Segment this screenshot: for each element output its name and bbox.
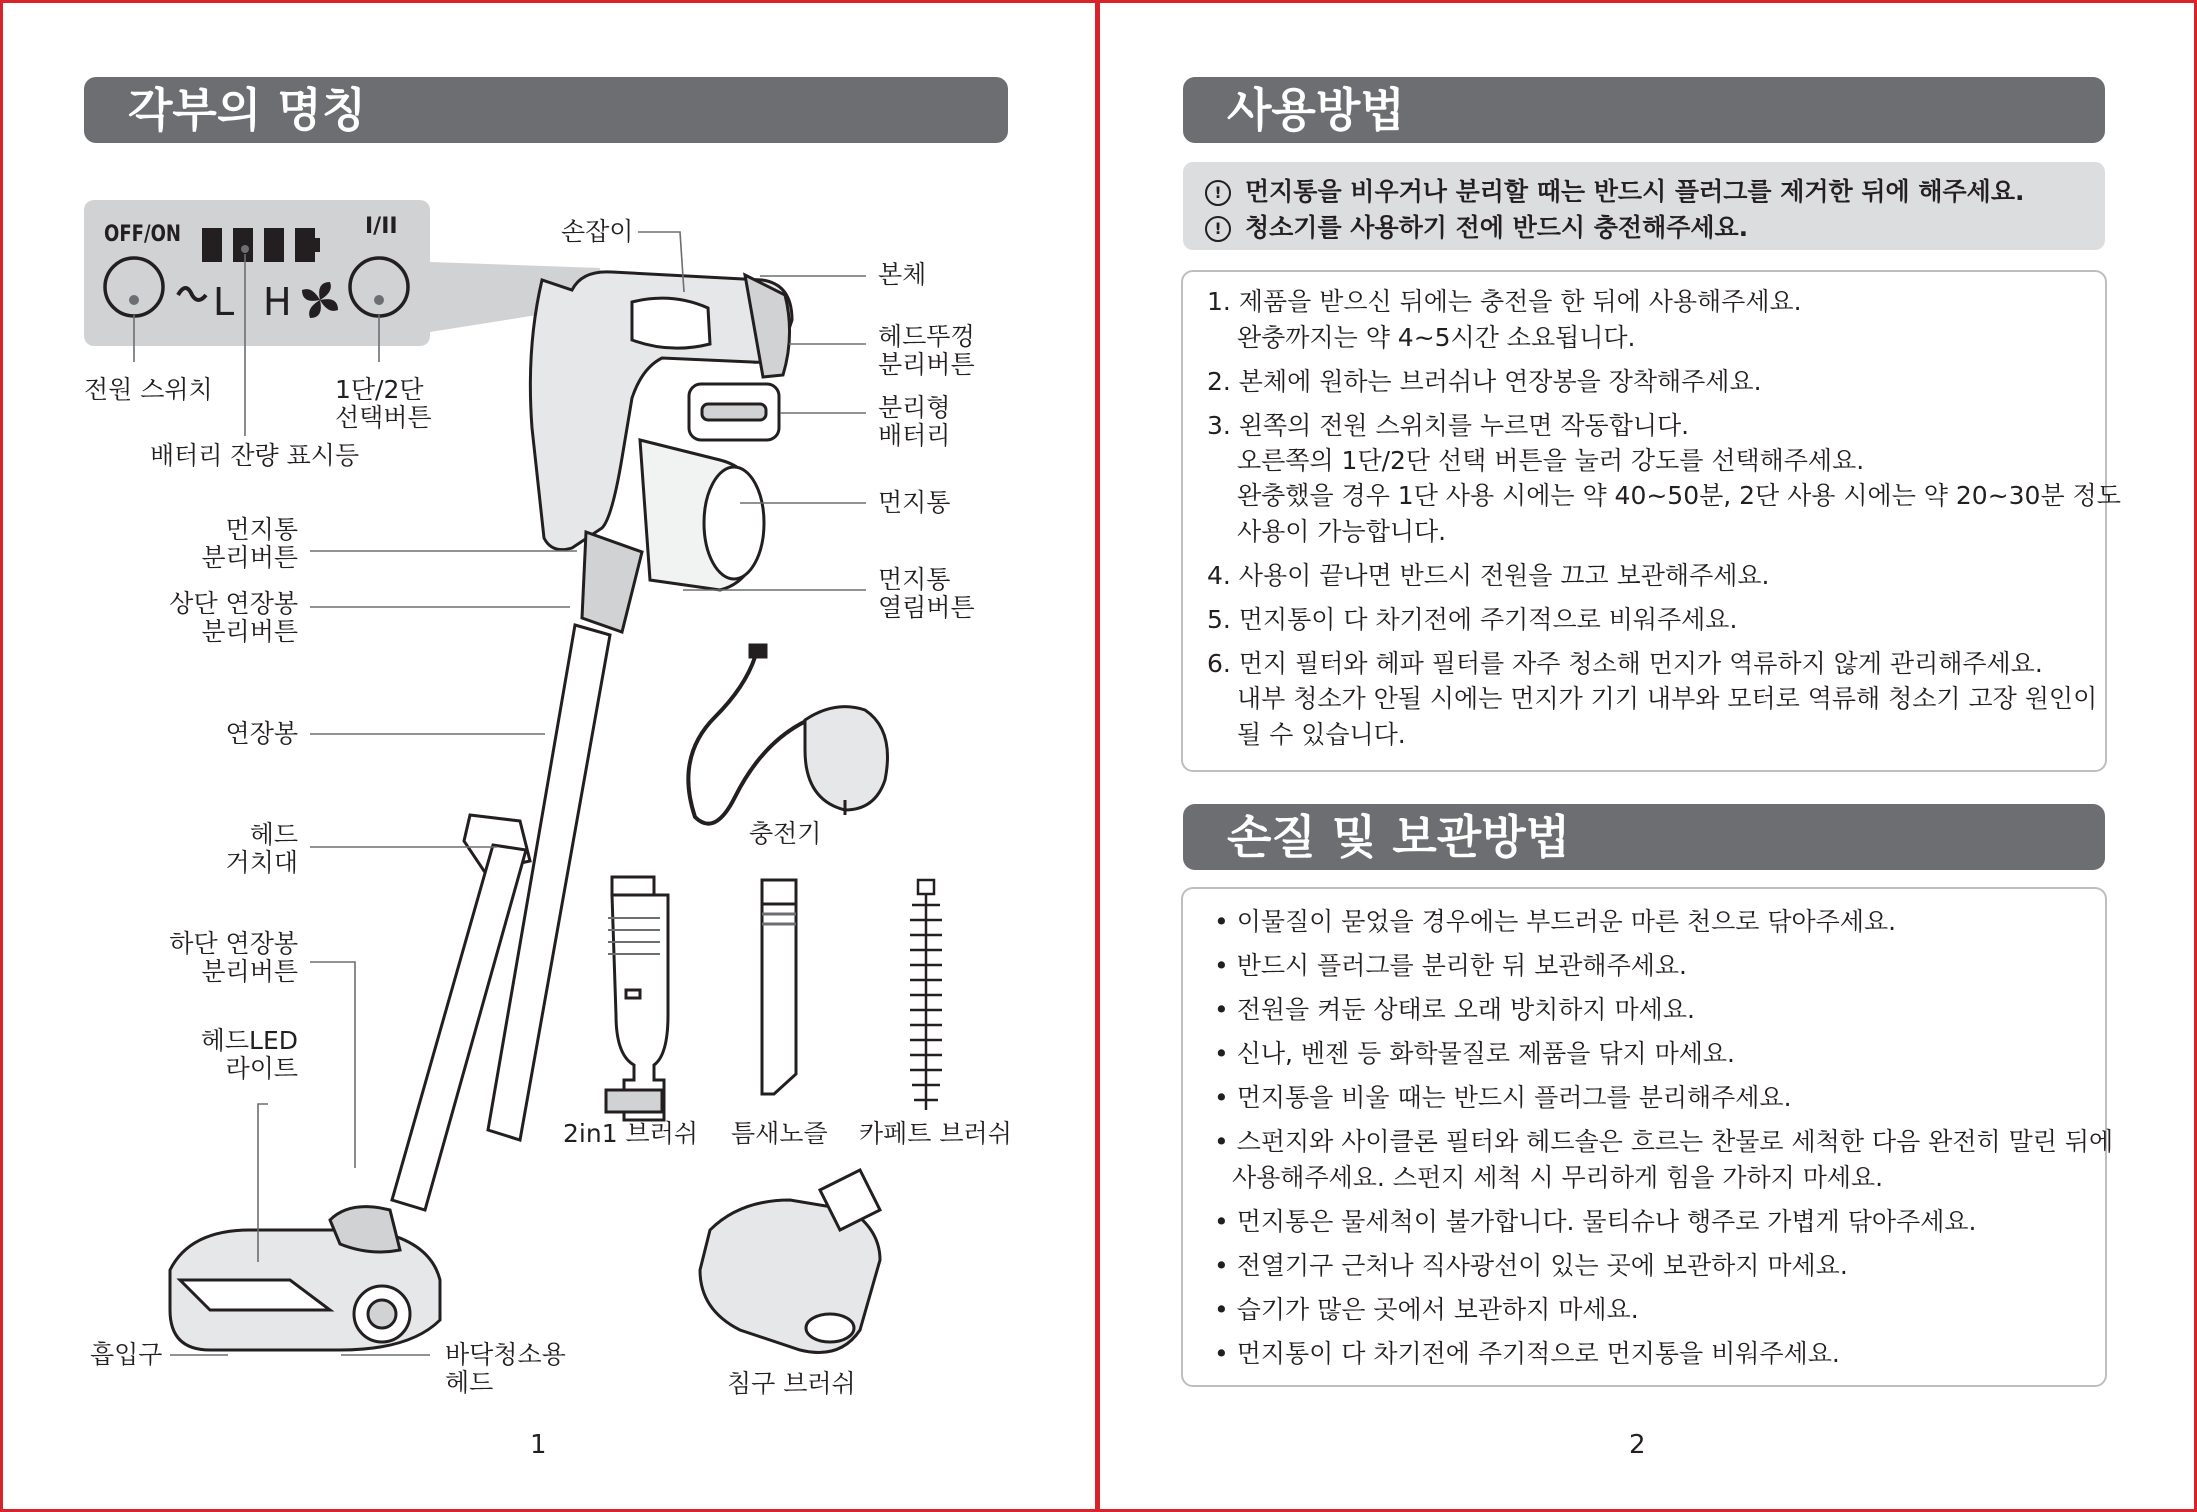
warning-line-1 [1205,172,2024,208]
label-bedding: 침구 브러쉬 [727,1369,856,1398]
care-item-6-line-1: • 스펀지와 사이클론 필터와 헤드솔은 흐르는 찬물로 세척한 다음 완전히 말린 뒤에 [1214,1127,2114,1156]
step-3-line-4: 사용이 가능합니다. [1237,517,1447,546]
step-6-line-3: 될 수 있습니다. [1237,720,1406,749]
care-item-8: • 전열기구 근처나 직사광선이 있는 곳에 보관하지 마세요. [1214,1251,1848,1280]
step-3-line-1: 3. 왼쪽의 전원 스위치를 누르면 작동합니다. [1207,411,1690,440]
label-battery-indicator: 배터리 잔량 표시등 [150,441,360,470]
power-button-icon [105,258,163,316]
label-upper-pipe-2: 분리버튼 [201,617,298,646]
label-stage-1: 1단/2단 [335,375,424,404]
label-upper-pipe-1: 상단 연장봉 [169,589,298,618]
label-lower-pipe-1: 하단 연장봉 [169,929,298,958]
panel-off-on-label: OFF/ON [104,222,182,247]
label-battery-1: 분리형 [878,393,951,422]
label-floor-head-2: 헤드 [445,1368,494,1397]
label-stage-2: 선택버튼 [335,403,432,432]
care-item-4: • 신나, 벤젠 등 화학물질로 제품을 닦지 마세요. [1214,1039,1735,1068]
warning-line-2 [1205,208,1748,244]
battery-icon [202,228,320,262]
brush-2in1-illustration [606,877,668,1120]
label-lower-pipe-2: 분리버튼 [201,957,298,986]
label-crevice: 틈새노즐 [731,1119,828,1148]
care-item-7: • 먼지통은 물세척이 불가합니다. 물티슈나 행주로 가볍게 닦아주세요. [1214,1207,1977,1236]
label-carpet: 카페트 브러쉬 [859,1119,1012,1148]
exclamation-icon: ! [1205,180,1231,206]
warning-text-1: 먼지통을 비우거나 분리할 때는 반드시 플러그를 제거한 뒤에 해주세요. [1245,177,2025,206]
carpet-brush-illustration [910,880,942,1110]
charger-illustration [688,645,887,824]
step-6-line-2: 내부 청소가 안될 시에는 먼지가 기기 내부와 모터로 역류해 청소기 고장 원인이 [1237,684,2098,713]
label-charger: 충전기 [749,819,822,848]
label-bin: 먼지통 [878,488,951,517]
label-bin-open-2: 열림버튼 [878,593,975,622]
care-item-10: • 먼지통이 다 차기전에 주기적으로 먼지통을 비워주세요. [1214,1339,1840,1368]
page-number-left: 1 [530,1430,547,1460]
page-title-parts: 각부의 명칭 [84,77,1008,143]
step-3-line-2: 오른쪽의 1단/2단 선택 버튼을 눌러 강도를 선택해주세요. [1237,446,1865,475]
label-brush-2in1: 2in1 브러쉬 [563,1119,698,1148]
panel-level-label: I/II [365,214,398,239]
panel-low-label: L [213,280,235,324]
label-floor-head-1: 바닥청소용 [445,1340,566,1369]
warning-text-2: 청소기를 사용하기 전에 반드시 충전해주세요. [1245,213,1749,242]
care-item-6-line-2: 사용해주세요. 스펀지 세척 시 무리하게 힘을 가하지 마세요. [1232,1163,1884,1192]
bedding-brush-illustration [700,1170,880,1353]
fan-icon [302,282,338,318]
label-bin-open-1: 먼지통 [878,565,951,594]
label-head-holder-2: 거치대 [225,848,298,877]
panel-high-label: H [263,280,292,324]
step-1-line-1: 1. 제품을 받으신 뒤에는 충전을 한 뒤에 사용해주세요. [1207,287,1802,316]
low-speed-icon [178,288,206,300]
label-head-holder-1: 헤드 [249,820,298,849]
care-item-5: • 먼지통을 비울 때는 반드시 플러그를 분리해주세요. [1214,1083,1792,1112]
label-bin-release-2: 분리버튼 [201,543,298,572]
label-bin-release-1: 먼지통 [225,515,298,544]
warning-box [1183,162,2105,250]
step-1-line-2: 완충까지는 약 4~5시간 소요됩니다. [1237,323,1636,352]
page-number-right: 2 [1629,1430,1646,1460]
label-led-1: 헤드LED [200,1026,298,1055]
care-item-9: • 습기가 많은 곳에서 보관하지 마세요. [1214,1295,1639,1324]
care-item-3: • 전원을 켜둔 상태로 오래 방치하지 마세요. [1214,995,1695,1024]
page-title-care: 손질 및 보관방법 [1183,804,2105,870]
label-intake: 흡입구 [90,1340,163,1369]
label-body: 본체 [878,260,927,289]
label-head-cover-1: 헤드뚜껑 [878,322,975,351]
label-power-switch: 전원 스위치 [84,375,213,404]
step-2-line-1: 2. 본체에 원하는 브러쉬나 연장봉을 장착해주세요. [1207,367,1762,396]
label-battery-2: 배터리 [878,421,951,450]
label-handle: 손잡이 [561,217,634,246]
level-button-icon [350,258,408,316]
step-4-line-1: 4. 사용이 끝나면 반드시 전원을 끄고 보관해주세요. [1207,561,1770,590]
step-5-line-1: 5. 먼지통이 다 차기전에 주기적으로 비워주세요. [1207,605,1738,634]
label-pipe: 연장봉 [225,719,298,748]
care-item-1: • 이물질이 묻었을 경우에는 부드러운 마른 천으로 닦아주세요. [1214,907,1897,936]
care-item-2: • 반드시 플러그를 분리한 뒤 보관해주세요. [1214,951,1687,980]
vacuum-illustration [170,272,792,1350]
exclamation-icon: ! [1205,216,1231,242]
label-led-2: 라이트 [225,1054,298,1083]
label-head-cover-2: 분리버튼 [878,350,975,379]
page-title-usage: 사용방법 [1183,77,2105,143]
step-3-line-3: 완충했을 경우 1단 사용 시에는 약 40~50분, 2단 사용 시에는 약 20~30분 정도 [1237,481,2121,510]
crevice-nozzle-illustration [762,880,796,1094]
step-6-line-1: 6. 먼지 필터와 헤파 필터를 자주 청소해 먼지가 역류하지 않게 관리해주세요. [1207,649,2043,678]
